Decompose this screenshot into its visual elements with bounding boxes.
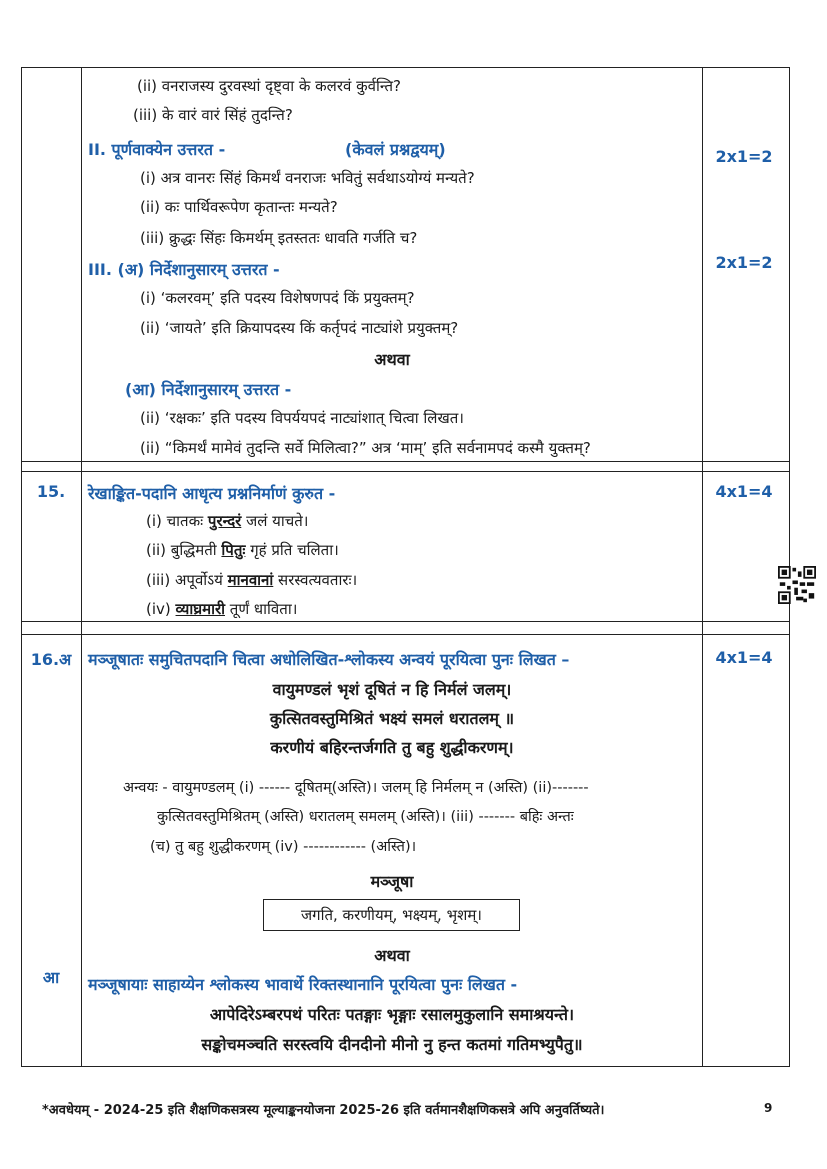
q14-section2-title: II. पूर्णवाक्येन उत्तरत - [88,140,226,159]
table-top-border [21,67,790,68]
page-number: 9 [764,1101,773,1115]
q14-section2-ii: (ii) कः पार्थिवरूपेण कृतान्तः मन्यते? [140,198,338,216]
q15-item-4-post: तूर्णं धाविता। [225,600,298,618]
q15-item-4-underlined: व्याघ्रमारी [175,600,225,618]
q14-athava: अथवा [374,350,410,369]
q16-alt-verse-line-2: सङ्कोचमञ्चति सरस्त्वयि दीनदीनो मीनो नु हन्त कतमां गतिमभ्युपैतु॥ [201,1035,583,1054]
q14-section2-i: (i) अत्र वानरः सिंहं किमर्थं वनराजः भवितुं सर्वथाऽयोग्यं मन्यते? [140,169,475,187]
q14-section2-iii: (iii) क्रुद्धः सिंहः किमर्थम् इतस्ततः धावति गर्जति च? [140,229,418,247]
footer-note: *अवधेयम् - 2024-25 इति शैक्षणिकसत्रस्य मूल्याङ्कनयोजना 2025-26 इति वर्तमानशैक्षणिकसत्रे अपि अनुवर्तिष्यते। [42,1103,605,1118]
q14-section3-ii: (ii) ‘जायते’ इति क्रियापदस्य किं कर्तृपदं नाट्यांशे प्रयुक्तम्? [140,319,459,337]
q14-section3-marks: 2x1=2 [715,253,773,272]
q16-manjusha-label: मञ्जूषा [370,872,414,891]
q14-section3b-ii: (ii) “किमर्थं मामेवं तुदन्ति सर्वे मिलित्वा?” अत्र ‘माम्’ इति सर्वनामपदं कस्मै युक्तम्? [140,439,591,457]
q15-title: रेखाङ्कित-पदानि आधृत्य प्रश्ननिर्माणं कुरुत - [88,484,336,503]
q14-subq-iii: (iii) के वारं वारं सिंहं तुदन्ति? [133,106,293,124]
row-divider-2b [21,634,790,635]
q15-item-2-post: गृहं प्रति चलिता। [245,541,339,559]
q16-anvaya-line-3: (च) तु बहु शुद्धीकरणम् (iv) ------------ (अस्ति)। [150,839,417,855]
q16-athava: अथवा [374,946,410,965]
row-divider-2a [21,621,790,622]
q14-section3b-i: (ii) ‘रक्षकः’ इति पदस्य विपर्ययपदं नाट्यांशात् चित्वा लिखत। [140,409,464,427]
q16-alt-number: आ [42,968,60,987]
q15-item-1-underlined: पुरन्दरं [207,512,242,530]
q14-subq-ii: (ii) वनराजस्य दुरवस्थां दृष्ट्वा के कलरवं कुर्वन्ति? [137,77,401,95]
q15-item-1-pre: (i) चातकः [146,512,208,530]
q15-item-2-pre: (ii) बुद्धिमती [146,541,222,559]
q14-section2-note: (केवलं प्रश्नद्वयम्) [345,140,446,159]
table-col-divider-1 [81,67,82,1066]
q16-number: 16.अ [30,650,72,669]
q16-manjusha-box: जगति, करणीयम्, भक्ष्यम्, भृशम्। [263,899,520,931]
q15-item-3 [146,570,357,590]
q16-alt-title: मञ्जूषायाः साहाय्येन श्लोकस्य भावार्थे रिक्तस्थानानि पूरयित्वा पुनः लिखत - [88,975,518,994]
qr-code-icon [778,566,816,604]
q15-item-3-pre: (iii) अपूर्वोऽयं [146,571,228,589]
q14-section3-i: (i) ‘कलरवम्’ इति पदस्य विशेषणपदं किं प्रयुक्तम्? [140,289,415,307]
q16-alt-verse-line-1: आपेदिरेऽम्बरपथं परितः पतङ्गाः भृङ्गाः रसालमुकुलानि समाश्रयन्ते। [209,1005,575,1024]
q15-item-1-post: जलं याचते। [241,512,309,530]
table-left-border [21,67,22,1066]
q16-anvaya-line-2: कुत्सितवस्तुमिश्रितम् (अस्ति) धरातलम् समलम् (अस्ति)। (iii) ------- बहिः अन्तः [157,809,574,825]
q15-item-1 [146,511,309,531]
q15-item-2 [146,540,339,560]
q16-anvaya-line-1: अन्वयः - वायुमण्डलम् (i) ------ दूषितम्(अस्ति)। जलम् हि निर्मलम् न (अस्ति) (ii)------- [123,780,589,796]
q16-title: मञ्जूषातः समुचितपदानि चित्वा अधोलिखित-श्लोकस्य अन्वयं पूरयित्वा पुनः लिखत – [88,650,570,669]
q16-verse-line-2: कुत्सितवस्तुमिश्रितं भक्ष्यं समलं धरातलम् ॥ [269,709,515,728]
q15-item-3-underlined: मानवानां [227,571,274,589]
q15-item-4-pre: (iv) [146,600,176,618]
row-divider-1a [21,461,790,462]
q14-section2-marks: 2x1=2 [715,147,773,166]
q15-item-2-underlined: पितुः [221,541,246,559]
table-bottom-border [21,1066,790,1067]
table-col-divider-2 [702,67,703,1066]
q16-verse-line-1: वायुमण्डलं भृशं दूषितं न हि निर्मलं जलम्। [272,680,512,699]
q14-section3b-title: (आ) निर्देशानुसारम् उत्तरत - [125,380,292,399]
q15-item-4 [146,599,297,619]
q16-marks: 4x1=4 [715,648,773,667]
q15-marks: 4x1=4 [715,482,773,501]
q14-section3-title: III. (अ) निर्देशानुसारम् उत्तरत - [88,260,280,279]
q16-verse-line-3: करणीयं बहिरन्तर्जगति तु बहु शुद्धीकरणम्। [270,738,514,757]
q15-item-3-post: सरस्वत्यवतारः। [273,571,358,589]
q15-number: 15. [36,482,66,501]
row-divider-1b [21,471,790,472]
